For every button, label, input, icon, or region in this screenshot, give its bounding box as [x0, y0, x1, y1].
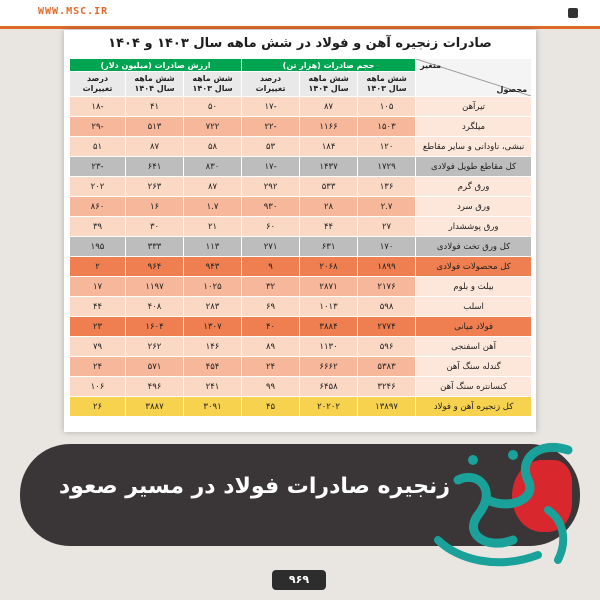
volume-1404: ۲۸ — [300, 197, 358, 217]
value-change: ۴۴ — [70, 297, 126, 317]
value-1404: ۴۰۸ — [126, 297, 184, 317]
product-name: کل ورق تخت فولادی — [416, 237, 532, 257]
product-name: کنسانتره سنگ آهن — [416, 377, 532, 397]
table-row — [70, 197, 532, 217]
header-value-1404: شش ماهه سال ۱۴۰۴ — [126, 72, 184, 97]
value-change: ۱۷ — [70, 277, 126, 297]
product-name: کل زنجیره آهن و فولاد — [416, 397, 532, 417]
export-table — [69, 58, 532, 417]
volume-change: ۹ — [242, 257, 300, 277]
value-1404: ۲۶۳ — [126, 177, 184, 197]
product-name: کل محصولات فولادی — [416, 257, 532, 277]
table-row — [70, 237, 532, 257]
value-1403: ۱۴۶ — [184, 337, 242, 357]
volume-change: -۱۷ — [242, 157, 300, 177]
table-row — [70, 217, 532, 237]
value-change: ۱۹۵ — [70, 237, 126, 257]
value-1403: ۴۵۴ — [184, 357, 242, 377]
volume-1403: ۱۳۶ — [358, 177, 416, 197]
value-1404: ۵۷۱ — [126, 357, 184, 377]
product-name: گندله سنگ آهن — [416, 357, 532, 377]
value-1404: ۴۹۶ — [126, 377, 184, 397]
header-variable: متغیر — [420, 61, 442, 70]
product-name: بیلت و بلوم — [416, 277, 532, 297]
value-1403: ۷۲۲ — [184, 117, 242, 137]
volume-1403: ۳۲۴۶ — [358, 377, 416, 397]
value-change: ۲۳ — [70, 317, 126, 337]
header-value-group: ارزش صادرات (میلیون دلار) — [70, 59, 242, 72]
volume-1404: ۱۰۱۳ — [300, 297, 358, 317]
value-change: -۱۸ — [70, 97, 126, 117]
value-1404: ۳۰ — [126, 217, 184, 237]
volume-change: ۳۲ — [242, 277, 300, 297]
value-1404: ۲۶۲ — [126, 337, 184, 357]
volume-1404: ۱۸۴ — [300, 137, 358, 157]
volume-change: ۶۰ — [242, 217, 300, 237]
value-1404: ۱۶۰۴ — [126, 317, 184, 337]
volume-1403: ۱۳۸۹۷ — [358, 397, 416, 417]
value-1403: ۱.۷ — [184, 197, 242, 217]
table-sheet — [64, 30, 536, 432]
volume-change: ۶۹ — [242, 297, 300, 317]
volume-change: ۲۴ — [242, 357, 300, 377]
table-row — [70, 177, 532, 197]
volume-1404: ۶۶۶۲ — [300, 357, 358, 377]
table-row — [70, 257, 532, 277]
value-1403: ۸۷ — [184, 177, 242, 197]
value-1403: ۳۰۹۱ — [184, 397, 242, 417]
product-name: ورق سرد — [416, 197, 532, 217]
value-1403: ۲۱ — [184, 217, 242, 237]
corner-mark-icon — [568, 8, 578, 18]
table-row — [70, 337, 532, 357]
table-row — [70, 97, 532, 117]
value-1403: ۲۸۳ — [184, 297, 242, 317]
value-change: ۵۱ — [70, 137, 126, 157]
volume-change: -۱۷ — [242, 97, 300, 117]
product-name: فولاد میانی — [416, 317, 532, 337]
value-1404: ۶۴۱ — [126, 157, 184, 177]
value-change: ۲۴ — [70, 357, 126, 377]
volume-change: ۹۳۰ — [242, 197, 300, 217]
header-volume-1403: شش ماهه سال ۱۴۰۳ — [358, 72, 416, 97]
value-change: -۲۹ — [70, 117, 126, 137]
volume-change: ۴۵ — [242, 397, 300, 417]
table-title: صادرات زنجیره آهن و فولاد در شش ماهه سال ۱۴۰۳ و ۱۴۰۴ — [108, 36, 492, 51]
volume-1403: ۲.۷ — [358, 197, 416, 217]
volume-1404: ۲۰۶۸ — [300, 257, 358, 277]
volume-1403: ۲۷ — [358, 217, 416, 237]
value-1403: ۸۳۰ — [184, 157, 242, 177]
value-1404: ۵۱۳ — [126, 117, 184, 137]
volume-1404: ۳۸۸۴ — [300, 317, 358, 337]
value-1403: ۲۴۱ — [184, 377, 242, 397]
volume-1403: ۵۹۸ — [358, 297, 416, 317]
table-row — [70, 297, 532, 317]
product-name: نبشی، ناودانی و سایر مقاطع — [416, 137, 532, 157]
site-url: WWW.MSC.IR — [38, 6, 109, 17]
table-row — [70, 357, 532, 377]
value-change: -۲۳ — [70, 157, 126, 177]
value-change: ۸۶۰ — [70, 197, 126, 217]
volume-1403: ۵۳۸۳ — [358, 357, 416, 377]
product-name: تیرآهن — [416, 97, 532, 117]
table-row — [70, 397, 532, 417]
value-change: ۳۹ — [70, 217, 126, 237]
value-1403: ۱۱۳ — [184, 237, 242, 257]
volume-change: ۴۰ — [242, 317, 300, 337]
volume-1404: ۱۱۳۰ — [300, 337, 358, 357]
header-product: محصول — [496, 85, 528, 94]
volume-1404: ۱۱۶۶ — [300, 117, 358, 137]
product-name: ورق پوششدار — [416, 217, 532, 237]
source-badge: ۹۶۹ — [272, 570, 326, 590]
table-row — [70, 137, 532, 157]
headline-text: زنجیره صادرات فولاد در مسیر صعود — [58, 474, 450, 499]
volume-1403: ۱۷۲۹ — [358, 157, 416, 177]
value-change: ۲ — [70, 257, 126, 277]
value-change: ۲۰۲ — [70, 177, 126, 197]
value-1403: ۱۰۲۵ — [184, 277, 242, 297]
value-1404: ۳۳۳ — [126, 237, 184, 257]
header-volume-group: حجم صادرات (هزار تن) — [242, 59, 416, 72]
header-corner — [416, 59, 532, 97]
volume-1403: ۱۸۹۹ — [358, 257, 416, 277]
value-1404: ۱۶ — [126, 197, 184, 217]
volume-1403: ۱۰۵ — [358, 97, 416, 117]
product-name: آهن اسفنجی — [416, 337, 532, 357]
volume-1403: ۲۷۷۴ — [358, 317, 416, 337]
header-value-1403: شش ماهه سال ۱۴۰۳ — [184, 72, 242, 97]
product-name: اسلب — [416, 297, 532, 317]
volume-1404: ۲۰۲۰۲ — [300, 397, 358, 417]
table-row — [70, 317, 532, 337]
value-change: ۱۰۶ — [70, 377, 126, 397]
eghtesad-logo-icon — [418, 420, 588, 580]
value-1404: ۳۸۸۷ — [126, 397, 184, 417]
volume-1404: ۵۳۳ — [300, 177, 358, 197]
volume-change: ۲۹۲ — [242, 177, 300, 197]
header-volume-change: درصد تغییرات — [242, 72, 300, 97]
value-change: ۲۶ — [70, 397, 126, 417]
table-row — [70, 157, 532, 177]
volume-change: ۹۹ — [242, 377, 300, 397]
volume-change: ۵۳ — [242, 137, 300, 157]
top-bar — [0, 0, 600, 29]
volume-change: ۲۷۱ — [242, 237, 300, 257]
table-body — [70, 97, 532, 417]
volume-1403: ۱۷۰ — [358, 237, 416, 257]
product-name: کل مقاطع طویل فولادی — [416, 157, 532, 177]
volume-1404: ۸۷ — [300, 97, 358, 117]
volume-1404: ۶۴۵۸ — [300, 377, 358, 397]
product-name: میلگرد — [416, 117, 532, 137]
volume-change: -۲۲ — [242, 117, 300, 137]
volume-1403: ۲۱۷۶ — [358, 277, 416, 297]
value-1403: ۵۸ — [184, 137, 242, 157]
volume-1403: ۱۲۰ — [358, 137, 416, 157]
value-1404: ۹۶۴ — [126, 257, 184, 277]
volume-1404: ۲۸۷۱ — [300, 277, 358, 297]
value-1403: ۱۳۰۷ — [184, 317, 242, 337]
volume-1404: ۶۳۱ — [300, 237, 358, 257]
value-1403: ۹۴۳ — [184, 257, 242, 277]
table-row — [70, 377, 532, 397]
volume-1404: ۱۴۳۷ — [300, 157, 358, 177]
value-1403: ۵۰ — [184, 97, 242, 117]
table-row — [70, 277, 532, 297]
volume-1403: ۵۹۶ — [358, 337, 416, 357]
table-row — [70, 117, 532, 137]
header-value-change: درصد تغییرات — [70, 72, 126, 97]
volume-change: ۸۹ — [242, 337, 300, 357]
value-change: ۷۹ — [70, 337, 126, 357]
value-1404: ۱۱۹۷ — [126, 277, 184, 297]
volume-1403: ۱۵۰۳ — [358, 117, 416, 137]
value-1404: ۸۷ — [126, 137, 184, 157]
value-1404: ۴۱ — [126, 97, 184, 117]
header-volume-1404: شش ماهه سال ۱۴۰۴ — [300, 72, 358, 97]
product-name: ورق گرم — [416, 177, 532, 197]
volume-1404: ۴۴ — [300, 217, 358, 237]
